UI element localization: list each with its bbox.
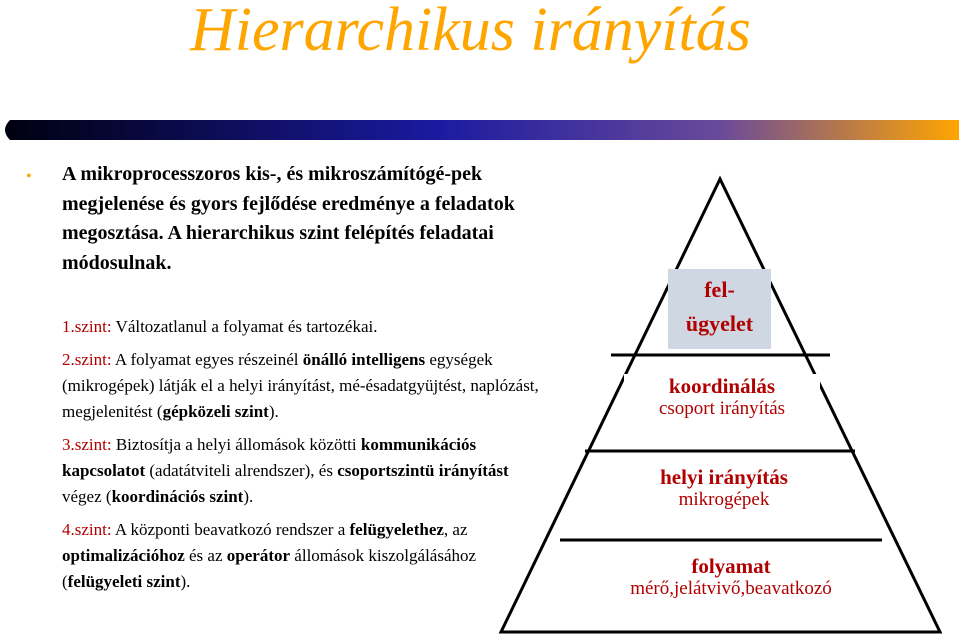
page-title: Hierarchikus irányítás (190, 0, 751, 64)
level-label: 4.szint: (62, 520, 112, 539)
level-3: 3.szint: Biztosítja a helyi állomások közötti kommunikációs kapcsolatot (adatátviteli alrendszer), és csoportszintü irányítást végez (koordinációs szint). (62, 435, 509, 506)
level-2: 2.szint: A folyamat egyes részeinél önálló intelligens egységek (mikrogépek) látják el a helyi irányítást, mé-ésadatgyüjtést, naplózást, megjelenitést (gépközeli szint). (62, 350, 539, 421)
pyramid-level-coordination: koordinálás csoport irányítás (624, 374, 820, 438)
level-label: 2.szint: (62, 350, 112, 369)
level-label: 1.szint: (62, 317, 112, 336)
pyramid-level-supervision: fel- ügyelet (668, 269, 771, 349)
level-4: 4.szint: A központi beavatkozó rendszer a felügyelethez, az optimalizációhoz és az operátor állomások kiszolgálásához (felügyeleti szint). (62, 520, 477, 591)
pyramid-level-local-control: helyi irányítás mikrogépek (614, 465, 834, 527)
bullet-icon: • (26, 168, 32, 185)
intro-paragraph: A mikroprocesszoros kis-, és mikroszámítógé-pek megjelenése és gyors fejlődése eredménye a feladatok megosztása. A hierarchikus szint felépítés feladatai módosulnak. (62, 163, 515, 274)
pyramid-level-process: folyamat mérő,jelátvivő,beavatkozó (602, 554, 860, 618)
level-1: 1.szint: Változatlanul a folyamat és tartozékai. (62, 317, 378, 336)
level-label: 3.szint: (62, 435, 112, 454)
